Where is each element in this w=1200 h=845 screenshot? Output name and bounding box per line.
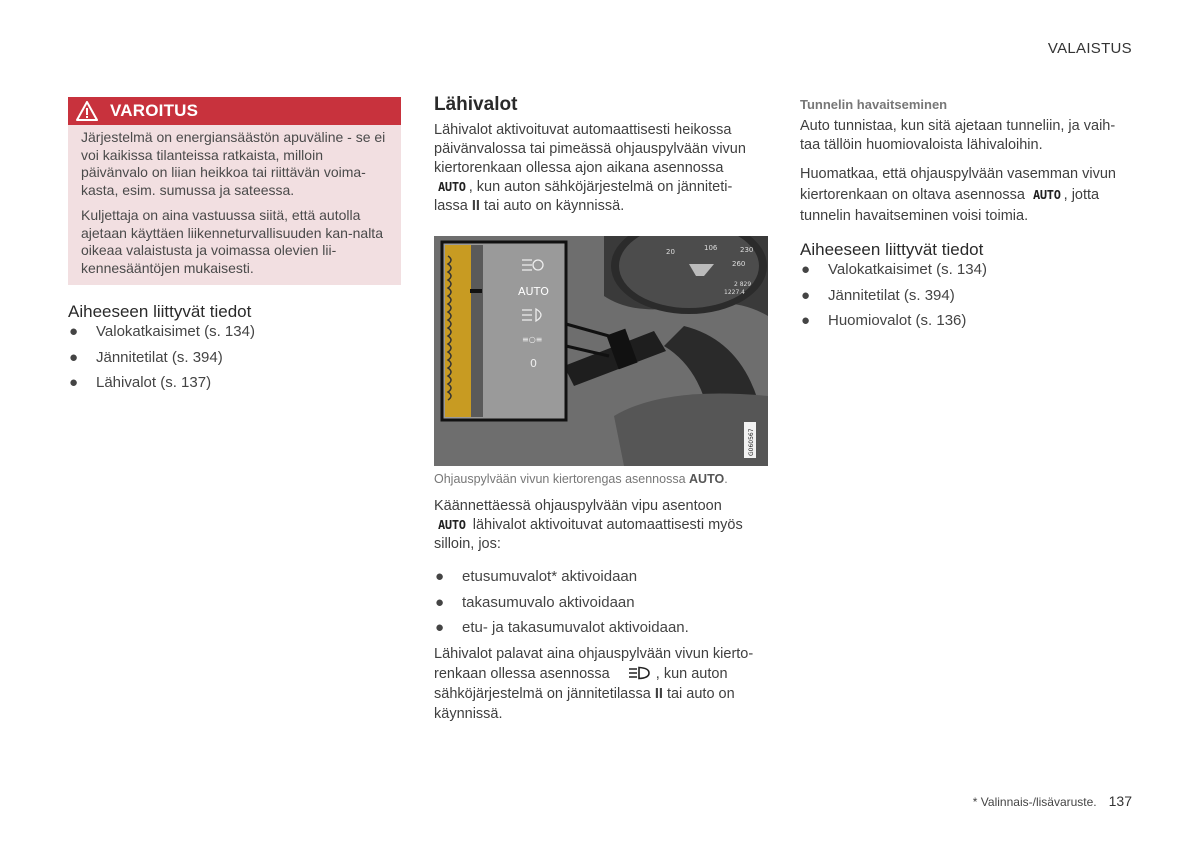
activation-paragraph: Käännettäessä ohjauspylvään vipu asentoon AUTO lähivalot aktivoituvat automaattisesti myös silloin, jos: [434,498,743,552]
svg-text:106: 106 [704,244,718,252]
intro-paragraph: Lähivalot aktivoituvat automaattisesti heikossa päivänvalossa tai pimeässä ohjauspylvään vivun kiertorenkaan ollessa ajon aikana asennossa AUTO , kun auton sähköjärjestelmä on jänniteti-lassa II tai auto on käynnissä. [434,122,746,214]
warning-box [68,97,401,285]
warning-paragraph-2: Kuljettaja on aina vastuussa siitä, että autolla ajetaan käyttäen liikenneturvallisuuden kan-nalta oikeaa valaistusta ja voimassa olevien lii-kennesääntöjen mukaisesti. [81,207,383,276]
tunnel-paragraph-2: Huomatkaa, että ohjauspylvään vasemman vivun kiertorenkaan on oltava asennossa AUTO , jotta tunnelin havaitseminen voisi toimia. [800,166,1116,224]
list-item[interactable]: ● Valokatkaisimet (s. 134) [69,323,255,340]
related-info-heading: Aiheeseen liittyvät tiedot [68,302,252,321]
warning-title: VAROITUS [110,101,199,120]
list-item: ● etu- ja takasumuvalot aktivoidaan. [435,619,689,636]
warning-header [68,97,401,125]
related-info-list [800,261,987,338]
list-item[interactable]: ● Huomiovalot (s. 136) [801,312,967,329]
list-item[interactable]: ● Jännitetilat (s. 394) [801,286,955,304]
conditions-list [434,568,689,645]
page-title: Lähivalot [434,94,518,115]
related-info-heading: Aiheeseen liittyvät tiedot [800,240,984,259]
lever-photo [434,236,768,466]
svg-text:1227.4: 1227.4 [724,289,745,296]
svg-text:230: 230 [740,246,754,254]
footer [973,793,1132,809]
figure-caption: Ohjauspylvään vivun kiertorengas asennossa AUTO. [434,472,728,486]
auto-symbol: AUTO [438,518,466,532]
list-item[interactable]: ● Lähivalot (s. 137) [69,374,212,391]
svg-text:0: 0 [530,357,537,370]
list-item[interactable]: ● Jännitetilat (s. 394) [69,348,223,366]
svg-text:260: 260 [732,260,746,268]
svg-text:≡○≡: ≡○≡ [522,335,543,344]
svg-text:AUTO: AUTO [518,285,549,298]
warning-triangle-icon [76,101,98,121]
auto-symbol: AUTO [1032,188,1061,202]
tunnel-heading: Tunnelin havaitseminen [800,97,948,112]
tunnel-paragraph-1: Auto tunnistaa, kun sitä ajetaan tunneliin, ja vaih-taa tällöin huomiovaloista lähivaloihin. [800,118,1116,153]
warning-paragraph-1: Järjestelmä on energiansäästön apuväline - se ei voi kaikissa tilanteissa ratkaista, milloin päivänvalo on liian heikkoa tai riittävän voima-kasta, esim. sumussa ja sateessa. [81,129,386,198]
footnote: * Valinnais-/lisävaruste. [972,795,1097,809]
related-info-list [68,323,255,400]
list-item[interactable]: ● Valokatkaisimet (s. 134) [801,261,987,278]
low-beam-icon [628,666,650,680]
list-item: ● takasumuvalo aktivoidaan [435,593,635,611]
lever-illustration [434,236,768,466]
section-title: VALAISTUS [1047,40,1132,57]
list-item: ● etusumuvalot* aktivoidaan [435,568,638,585]
auto-symbol: AUTO [438,180,466,194]
warning-body [68,125,401,277]
page-number: 137 [1108,793,1132,809]
low-beam-paragraph: Lähivalot palavat aina ohjauspylvään vivun kierto-renkaan ollessa asennossa , kun auton sähköjärjestelmä on jännitetilassa II tai auto on käynnissä. [434,646,754,722]
svg-text:G060567: G060567 [748,428,755,456]
svg-text:2 829: 2 829 [734,281,752,288]
svg-text:20: 20 [666,248,675,256]
